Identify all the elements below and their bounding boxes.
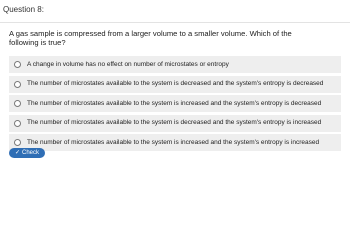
- answer-option-label: The number of microstates available to the system is increased and the system's entropy is increased: [27, 138, 320, 146]
- radio-button[interactable]: [14, 81, 21, 88]
- radio-button[interactable]: [14, 100, 21, 107]
- answer-option-label: A change in volume has no effect on number of microstates or entropy: [27, 60, 229, 68]
- answer-option[interactable]: [9, 76, 341, 93]
- answer-option-label: The number of microstates available to the system is decreased and the system's entropy is increased: [27, 119, 322, 126]
- answer-option-label: The number of microstates available to the system is increased and the system's entropy is decreased: [27, 99, 322, 107]
- answer-option[interactable]: [9, 134, 341, 151]
- answer-options: [9, 56, 341, 154]
- check-button[interactable]: [9, 148, 45, 158]
- check-button-label: Check: [22, 150, 40, 156]
- radio-button[interactable]: [14, 139, 21, 146]
- answer-option-label: The number of microstates available to the system is decreased and the system's entropy is decreased: [27, 80, 324, 87]
- answer-option[interactable]: [9, 95, 341, 112]
- radio-button[interactable]: [14, 61, 21, 68]
- radio-button[interactable]: [14, 120, 21, 127]
- answer-option[interactable]: [9, 56, 341, 73]
- question-prompt: A gas sample is compressed from a larger volume to a smaller volume. Which of the following is true?: [9, 29, 292, 47]
- answer-option[interactable]: [9, 115, 341, 132]
- question-header: [0, 0, 350, 23]
- check-icon: ✓: [14, 150, 20, 156]
- question-title: Question 8:: [3, 5, 44, 14]
